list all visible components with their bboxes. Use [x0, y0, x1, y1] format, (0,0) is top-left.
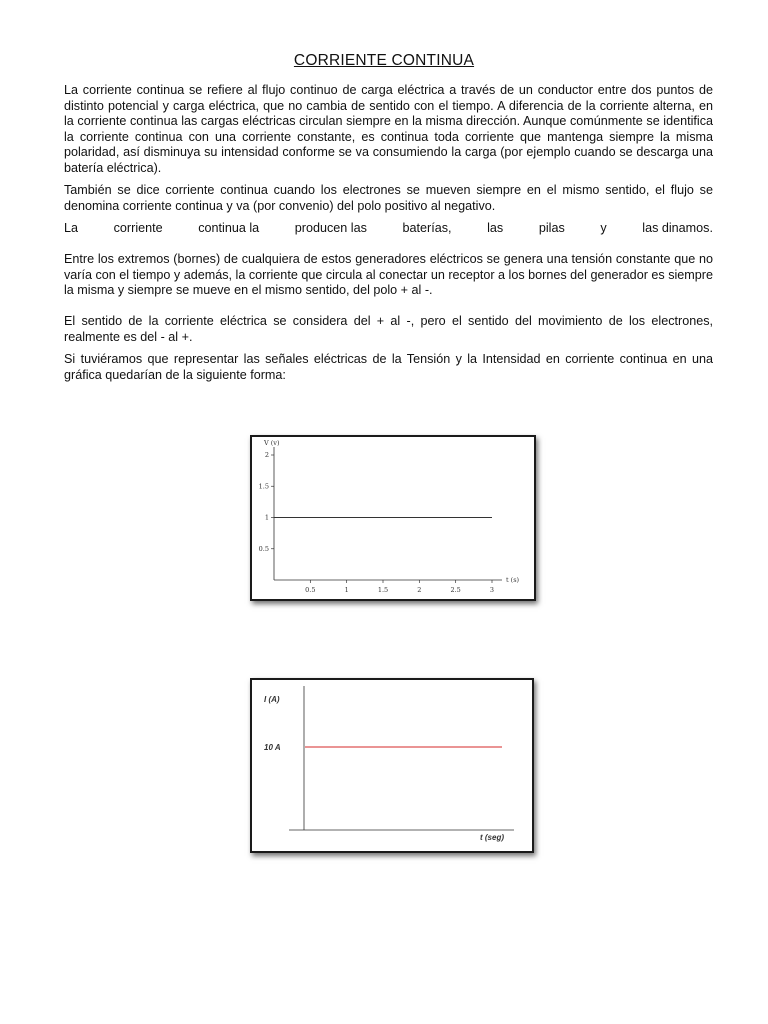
voltage-x-tick-label: 2.5 [450, 586, 461, 594]
current-chart-frame [250, 678, 534, 853]
sources-word: baterías, [402, 221, 452, 235]
sources-word: pilas [538, 221, 565, 235]
sources-word: las [487, 221, 504, 235]
voltage-ticks [259, 451, 494, 594]
voltage-x-tick-label: 2 [417, 586, 422, 594]
voltage-x-tick-label: 1 [344, 586, 349, 594]
voltage-y-tick-label: 0.5 [258, 544, 269, 553]
sources-word: continua la [198, 221, 260, 235]
paragraph-graphs-intro: Si tuviéramos que representar las señales eléctricas de la Tensión y la Intensidad en corriente continua en una gráfica quedarían de la siguiente forma: [64, 352, 713, 382]
current-chart [252, 680, 532, 851]
current-y-axis-label: I (A) [264, 695, 280, 704]
paragraph-terminals: Entre los extremos (bornes) de cualquiera de estos generadores eléctricos se genera una tensión constante que no varía con el tiempo y además, la corriente que circula al conectar un receptor a los bornes del generador es siempre la misma y siempre se mueve en el mismo sentido, del polo + al -. [64, 252, 713, 298]
voltage-y-tick-label: 1 [264, 513, 269, 522]
sources-word: La [64, 221, 79, 235]
voltage-x-tick-label: 3 [489, 586, 495, 594]
document-title: CORRIENTE CONTINUA [293, 52, 475, 69]
paragraph-sources [64, 221, 713, 237]
sources-word: producen las [294, 221, 367, 235]
voltage-y-axis-label: V (v) [264, 439, 280, 447]
voltage-y-tick-label: 1.5 [258, 482, 269, 491]
paragraph-electrons: También se dice corriente continua cuando los electrones se mueven siempre en el mismo sentido, el flujo se denomina corriente continua y va (por convenio) del polo positivo al negativo. [64, 183, 713, 213]
sources-word: corriente [113, 221, 163, 235]
sources-word: las dinamos. [642, 221, 713, 235]
voltage-x-axis-label: t (s) [506, 576, 520, 584]
paragraph-direction: El sentido de la corriente eléctrica se considera del + al -, pero el sentido del movimiento de los electrones, realmente es del - al +. [64, 314, 713, 344]
current-tick-label: 10 A [264, 743, 281, 752]
voltage-x-tick-label: 1.5 [377, 586, 389, 594]
paragraph-definition: La corriente continua se refiere al flujo continuo de carga eléctrica a través de un conductor entre dos puntos de distinto potencial y carga eléctrica, que no cambia de sentido con el tiempo. A diferencia de la corriente alterna, en la corriente continua las cargas eléctricas circulan siempre en la misma dirección. Aunque comúnmente se identifica la corriente continua con una corriente constante, es continua toda corriente que mantenga siempre la misma polaridad, así disminuya su intensidad conforme se va consumiendo la carga (por ejemplo cuando se descarga una batería eléctrica). [64, 83, 713, 175]
current-x-axis-label: t (seg) [480, 833, 504, 842]
voltage-chart [252, 437, 534, 599]
voltage-chart-frame [250, 435, 536, 601]
sources-word: y [600, 221, 607, 235]
voltage-x-tick-label: 0.5 [305, 586, 316, 594]
voltage-y-tick-label: 2 [264, 451, 269, 459]
